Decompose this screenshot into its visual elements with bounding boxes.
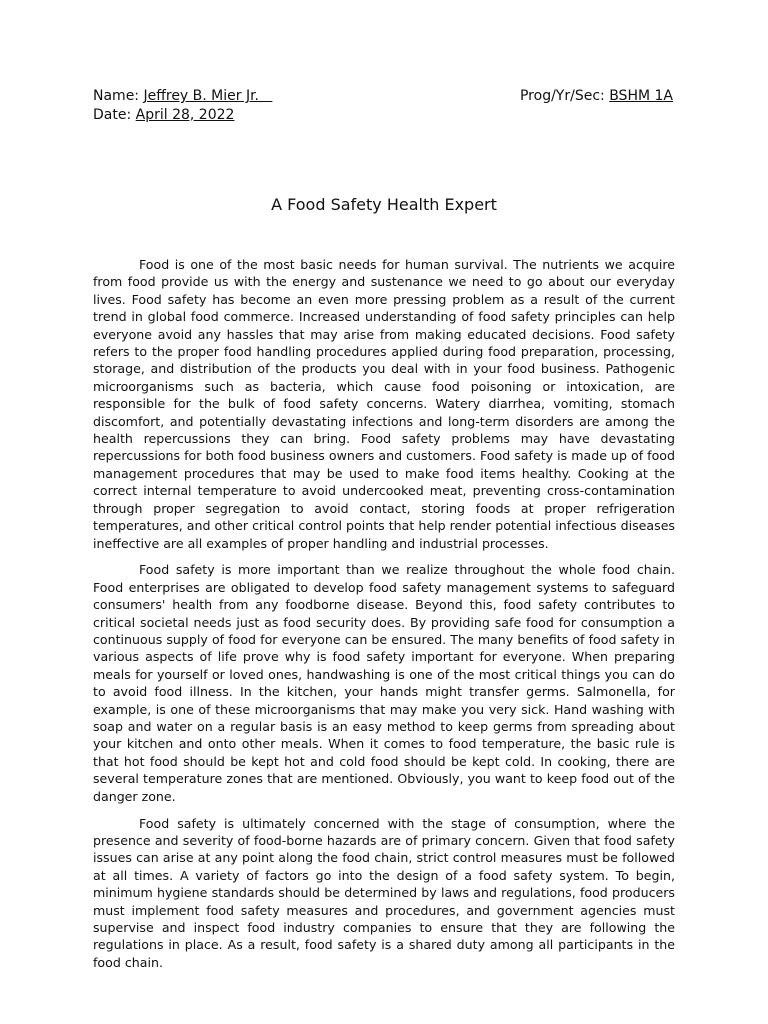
header-block bbox=[93, 87, 673, 125]
header-row-date bbox=[93, 106, 673, 125]
paragraph-2: Food safety is more important than we realize throughout the whole food chain. Food enterprises are obligated to develop food safety management systems to safeguard consumers' health from any foodborne disease. Beyond this, food safety contributes to critical societal needs just as food security does. By providing safe food for consumption a continuous supply of food for everyone can be ensured. The many benefits of food safety in various aspects of life prove why is food safety important for everyone. When preparing meals for yourself or loved ones, handwashing is one of the most critical things you can do to avoid food illness. In the kitchen, your hands might transfer germs. Salmonella, for example, is one of these microorganisms that may make you very sick. Hand washing with soap and water on a regular basis is an easy method to keep germs from spreading about your kitchen and onto other meals. When it comes to food temperature, the basic rule is that hot food should be kept hot and cold food should be kept cold. In cooking, there are several temperature zones that are mentioned. Obviously, you want to keep food out of the danger zone. bbox=[93, 562, 675, 804]
prog-value: BSHM 1A bbox=[609, 88, 673, 104]
date-value: April 28, 2022 bbox=[135, 107, 235, 123]
document-body bbox=[93, 256, 675, 981]
name-line bbox=[93, 87, 272, 106]
header-row-name bbox=[93, 87, 673, 106]
name-value: Jeffrey B. Mier Jr. bbox=[143, 88, 273, 104]
name-label: Name: bbox=[93, 88, 140, 104]
paragraph-1: Food is one of the most basic needs for human survival. The nutrients we acquire from food provide us with the energy and sustenance we need to go about our everyday lives. Food safety has become an even more pressing problem as a result of the current trend in global food commerce. Increased understanding of food safety principles can help everyone avoid any hassles that may arise from making educated decisions. Food safety refers to the proper food handling procedures applied during food preparation, processing, storage, and distribution of the products you deal with in your food business. Pathogenic microorganisms such as bacteria, which cause food poisoning or intoxication, are responsible for the bulk of food safety concerns. Watery diarrhea, vomiting, stomach discomfort, and potentially devastating infections and long-term disorders are among the health repercussions they can bring. Food safety problems may have devastating repercussions for both food business owners and customers. Food safety is made up of food management procedures that may be used to make food items healthy. Cooking at the correct internal temperature to avoid undercooked meat, preventing cross-contamination through proper segregation to avoid contact, storing foods at proper refrigeration temperatures, and other critical control points that help render potential infectious diseases ineffective are all examples of proper handling and industrial processes. bbox=[93, 257, 675, 551]
date-label: Date: bbox=[93, 107, 132, 123]
document-title: A Food Safety Health Expert bbox=[271, 195, 497, 214]
paragraph-3: Food safety is ultimately concerned with the stage of consumption, where the presence and severity of food-borne hazards are of primary concern. Given that food safety issues can arise at any point along the food chain, strict control measures must be followed at all times. A variety of factors go into the design of a food safety system. To begin, minimum hygiene standards should be determined by laws and regulations, food producers must implement food safety measures and procedures, and government agencies must supervise and inspect food industry companies to ensure that they are following the regulations in place. As a result, food safety is a shared duty among all participants in the food chain. bbox=[93, 815, 675, 970]
prog-label: Prog/Yr/Sec: bbox=[519, 88, 605, 104]
date-line bbox=[93, 106, 234, 125]
prog-line bbox=[520, 87, 673, 106]
